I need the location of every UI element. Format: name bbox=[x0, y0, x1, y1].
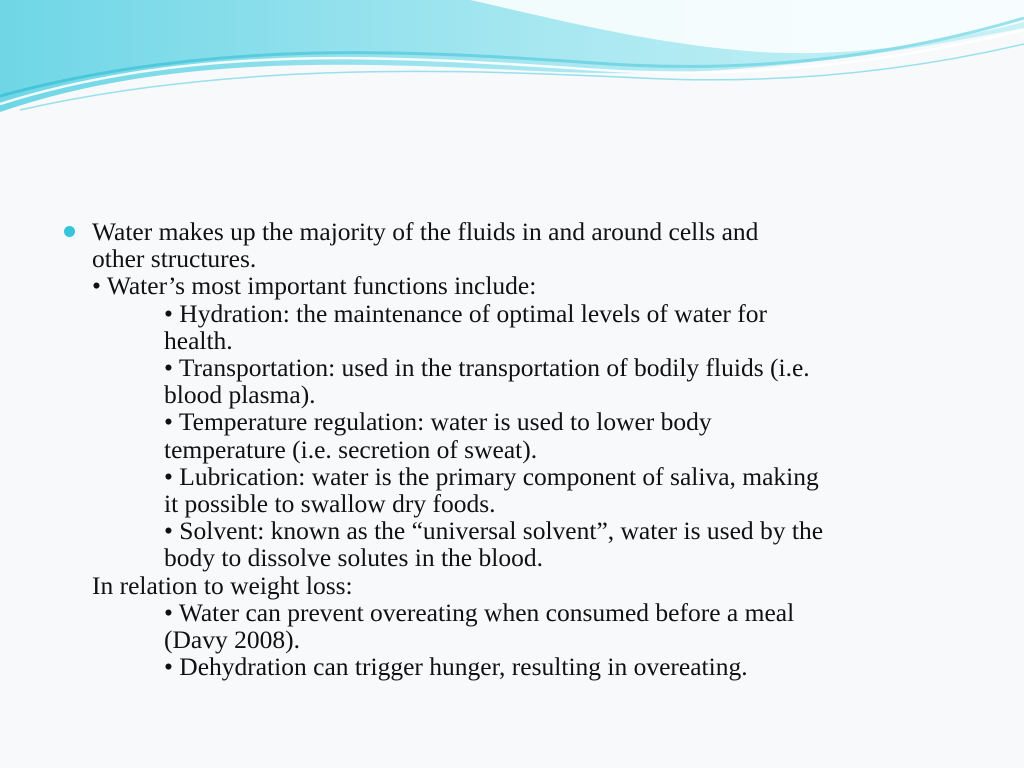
text-line: • Water can prevent overeating when consumed before a meal bbox=[164, 597, 795, 627]
text-line: health. bbox=[164, 325, 233, 355]
text-line: other structures. bbox=[92, 244, 257, 274]
text-line: blood plasma). bbox=[164, 380, 316, 410]
text-line: body to dissolve solutes in the blood. bbox=[164, 543, 543, 573]
text-line: In relation to weight loss: bbox=[92, 570, 353, 600]
text-line: it possible to swallow dry foods. bbox=[164, 489, 496, 519]
header-wave-decoration bbox=[0, 0, 1024, 130]
text-line: Water makes up the majority of the fluids in and around cells and bbox=[92, 217, 759, 246]
text-line: (Davy 2008). bbox=[164, 625, 300, 655]
text-line: temperature (i.e. secretion of sweat). bbox=[164, 434, 538, 464]
text-line: • Dehydration can trigger hunger, resulting in overeating. bbox=[164, 652, 748, 682]
text-line: • Hydration: the maintenance of optimal levels of water for bbox=[164, 298, 768, 328]
text-line: • Solvent: known as the “universal solvent”, water is used by the bbox=[164, 516, 824, 546]
bullet-list bbox=[62, 218, 952, 680]
text-line: • Temperature regulation: water is used to lower body bbox=[164, 407, 712, 437]
round-bullet-icon bbox=[64, 226, 75, 237]
text-line: • Lubrication: water is the primary component of saliva, making bbox=[164, 461, 819, 491]
text-line: • Transportation: used in the transportation of bodily fluids (i.e. bbox=[164, 353, 810, 383]
text-line: • Water’s most important functions include: bbox=[92, 271, 537, 301]
slide-body bbox=[62, 218, 952, 680]
